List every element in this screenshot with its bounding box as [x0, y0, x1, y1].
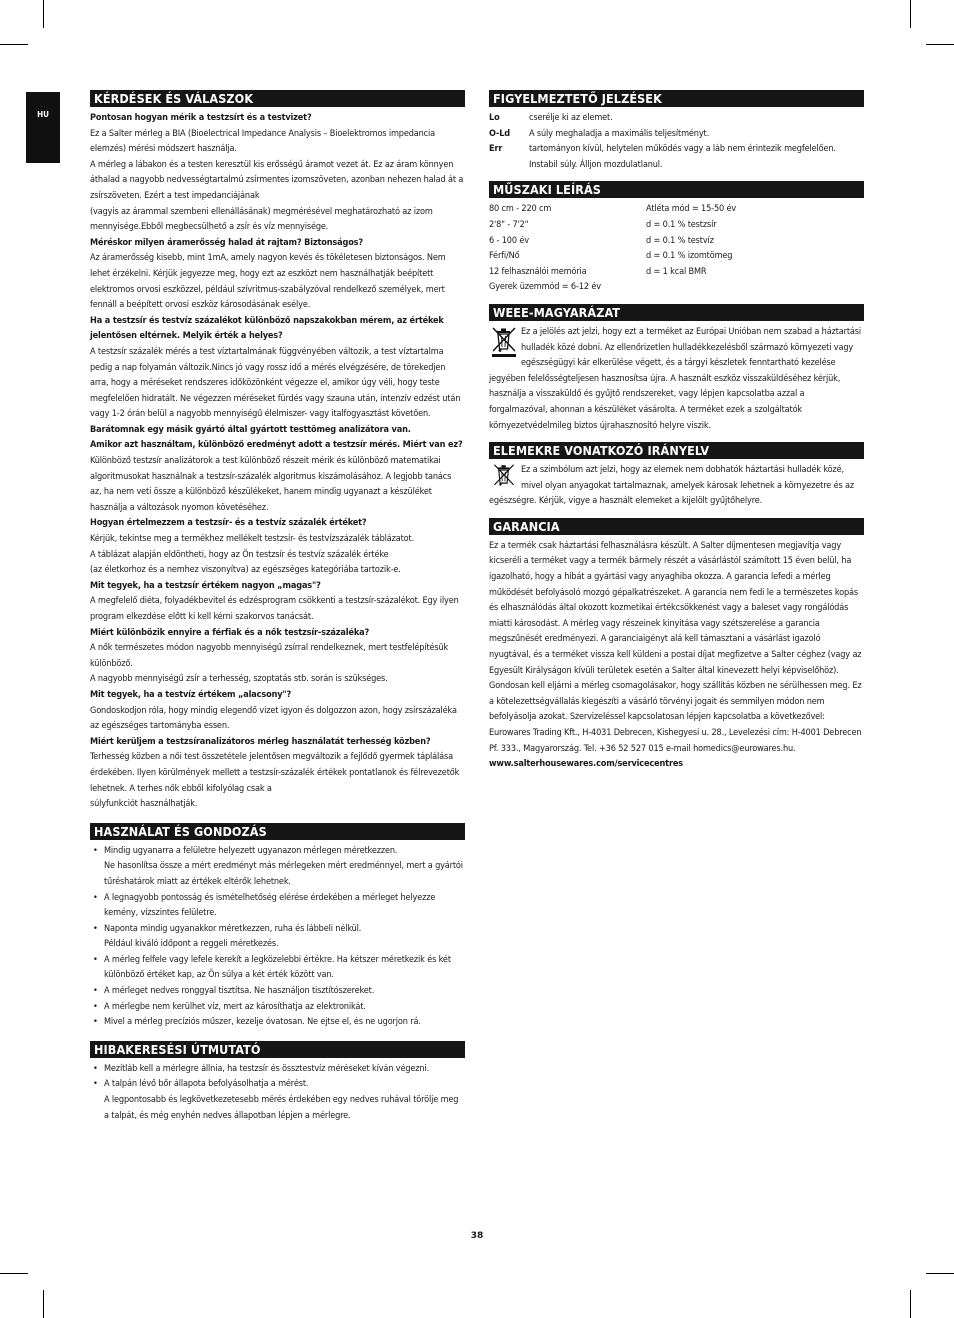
- guarantee-header: GARANCIA: [489, 518, 864, 535]
- left-column: [90, 90, 465, 1124]
- crop-mark: [0, 44, 28, 45]
- qa-list: [90, 111, 465, 813]
- answer-text: (az életkorhoz és a nemhez viszonyítva) az egészséges kategóriába tartozik-e.: [90, 565, 401, 576]
- spec-value: Gyerek üzemmód = 6-12 év: [489, 282, 601, 293]
- qa-header: KÉRDÉSEK ÉS VÁLASZOK: [90, 90, 465, 107]
- specs-col-2: [646, 202, 736, 296]
- question: Mit tegyek, ha a testvíz értékem „alacsony"?: [90, 689, 292, 700]
- answer-text: A nagyobb mennyiségű zsír a terhesség, szoptatás stb. során is szükséges.: [90, 674, 388, 685]
- warnings-header: FIGYELMEZTETŐ JELZÉSEK: [489, 90, 864, 107]
- spec-value: 80 cm - 220 cm: [489, 204, 552, 215]
- spec-value: d = 1 kcal BMR: [646, 266, 707, 277]
- answer-text: Kérjük, tekintse meg a termékhez mellékelt testzsír- és testvízszázalék táblázatot.: [90, 534, 415, 545]
- warning-description: [529, 127, 864, 143]
- question: Miért kerüljem a testzsíranalizátoros mérleg használatát terhesség közben?: [90, 736, 431, 747]
- warning-code: Lo: [489, 113, 500, 123]
- warning-row: [489, 127, 864, 143]
- answer-text: Terhesség közben a női test összetétele jelentősen megváltozik a fejlődő gyermek táplálása érdekében. Ilyen körülmények mellett a testzsír-százalék értékek pontatlanok és félrevezetők lehetnek. A terhes nők ebből kifolyólag csak a: [90, 752, 460, 794]
- service-centres-link[interactable]: www.salterhousewares.com/servicecentres: [489, 759, 683, 770]
- warning-text: A súly meghaladja a maximális teljesítményt.: [529, 128, 710, 139]
- question: Barátomnak egy másik gyártó által gyártott testtömeg analizátora van.: [90, 424, 411, 435]
- usage-header: HASZNÁLAT ÉS GONDOZÁS: [90, 823, 465, 840]
- question: Amikor azt használtam, különböző eredményt adott a testzsír mérés. Miért van ez?: [90, 440, 463, 451]
- answer-text: A táblázat alapján eldöntheti, hogy az Ön testzsír és testvíz százalék értéke: [90, 549, 389, 560]
- answer-text: Különböző testzsír analizátorok a test különböző részeit mérik és különböző matematikai algoritmusokat használnak a testzsír-százalék algoritmus kiszámolásához. A legjobb tanács az, ha nem veti össze a különböző készülékeket, hanem mindig ugyanazt a készüléket használja a változások nyomon követéséhez.: [90, 456, 452, 513]
- language-tab: [26, 92, 60, 163]
- warning-text: tartományon kívül, helytelen működés vagy a láb nem érintezik megfelelően.: [529, 144, 836, 155]
- list-item: [90, 984, 465, 1000]
- crop-mark: [43, 0, 44, 28]
- crop-mark: [43, 1290, 44, 1318]
- list-item: [90, 1000, 465, 1016]
- list-item: [90, 891, 465, 922]
- guarantee-text: Ez a termék csak háztartási felhasználásra készült. A Salter díjmentesen megjavítja vagy kicseréli a terméket vagy a termék bármely részét a vásárlástól számított 15 éven belül, ha igazolható, hogy a hibát a gyártási vagy anyaghiba okozza. A garancia lefedi a mérleg működését befolyásoló mozgó gépalkatrészeket. A garancia nem fedi le a természetes kopás és elhasználódás által okozott kozmetikai értékcsökkenést vagy a baleset vagy rongálódás miatti károsodást. A mérleg vagy részeinek kinyitása vagy szétszerelése a garancia megszűnését eredményezi. A garanciaigényt alá kell támasztani a vásárlást igazoló nyugtával, és a terméket vissza kell küldeni a postai díjat megfizetve a Salter céghez (vagy az Egyesült Királyságon kívüli területek esetén a Salter által kinevezett helyi képviselőhöz). Gondosan kell eljárni a mérleg csomagolásakor, hogy szállítás közben ne sérülhessen meg. Ez a kötelezettségvállalás kiegészíti a vásárló törvényi jogait és semmilyen módon nem befolyásolja azokat. Szervizeléssel kapcsolatosan lépjen kapcsolatba a következővel: Eurowares Trading Kft., H-4031 Debrecen, Kishegyesi u. 28., Levelezési cím: H-4001 Debrecen Pf. 333., Magyarország. Tel. +36 52 527 015 e-mail homedics@eurowares.hu.: [489, 540, 862, 754]
- crop-mark: [910, 0, 911, 28]
- question: Méréskor milyen áramerősség halad át rajtam? Biztonságos?: [90, 237, 363, 248]
- page-number: 38: [470, 1231, 484, 1241]
- question: Hogyan értelmezzem a testzsír- és a testvíz százalék értéket?: [90, 518, 367, 529]
- warning-description: [529, 142, 864, 173]
- answer-text: A megfelelő diéta, folyadékbevitel és edzésprogram csökkenti a testzsír-százalékot. Egy ilyen program elkezdése előtt ki kell kérni szakorvos tanácsát.: [90, 596, 459, 622]
- list-item-text: • Mindig ugyanarra a felületre helyezett ugyanazon mérlegen méretkezzen.: [104, 845, 398, 856]
- list-item: [90, 1015, 465, 1031]
- list-item-text: • Mezítláb kell a mérlegre állnia, ha testzsír és össztestvíz méréseket kíván végezni.: [104, 1063, 430, 1074]
- weee-text: Ez a jelölés azt jelzi, hogy ezt a terméket az Európai Unióban nem szabad a háztartási hulladék közé dobni. Az ellenőrizetlen hulladékkezelésből származó környezeti vagy egészségügyi kár elkerülése végett, és a tárgyi készletek fenntartható kezelése jegyében felelősségteljesen hasznosítsa újra. A használt eszköz visszaküldéséhez kérjük, használja a visszaküldő és gyűjtő rendszereket, vagy lépjen kapcsolatba azzal a forgalmazóval, ahonnan a készüléket vásárolta. A terméket ezek a szolgáltatók környezetvédelmileg biztos újrahasznosító helyre viszik.: [489, 326, 861, 431]
- spec-value: 12 felhasználói memória: [489, 266, 587, 277]
- answer-text: Gondoskodjon róla, hogy mindig elegendő vizet igyon és dolgozzon azon, hogy zsírszázaléka az egészséges tartományba essen.: [90, 705, 457, 732]
- answer-text: súlyfunkciót használhatják.: [90, 799, 198, 810]
- spec-value: [646, 280, 736, 296]
- warning-code: O-Ld: [489, 128, 510, 139]
- warning-row: [489, 111, 864, 127]
- crop-mark: [0, 1273, 28, 1274]
- list-item-text: Például kiváló időpont a reggeli méretkezés.: [104, 939, 279, 950]
- crop-mark: [910, 1290, 911, 1318]
- spec-value: Férfi/Nő: [489, 251, 520, 262]
- list-item: [90, 922, 465, 953]
- question: Mit tegyek, ha a testzsír értékem nagyon „magas"?: [90, 580, 321, 591]
- crop-mark: [926, 1273, 954, 1274]
- specs-table: [489, 202, 864, 296]
- answer-text: Az áramerősség kisebb, mint 1mA, amely nagyon kevés és tökéletesen biztonságos. Nem lehet érzékelni. Kérjük jegyezze meg, hogy ezt az eszközt nem használhatják beépített elektromos orvosi eszközzel, például szívritmus-szabályzóval rendelkező személyek, mert fennáll a beépített orvosi eszköz károsodásának esélye.: [90, 253, 446, 311]
- spec-value: 6 - 100 év: [489, 235, 529, 246]
- spec-value: d = 0.1 % testzsír: [646, 219, 717, 230]
- answer-text: Ez a Salter mérleg a BIA (Bioelectrical Impedance Analysis – Bioelektromos impedancia elemzés) mérési módszert használja.: [90, 128, 436, 155]
- spec-value: Atléta mód = 15-50 év: [646, 204, 737, 215]
- answer-text: A mérleg a lábakon és a testen keresztül kis erősségű áramot vezet át. Ez az áram könnyen áthalad a nagyobb nedvességtartalmú zsírmentes izomszöveten, azonban nehezen halad át a zsírszöveten. Ezért a test impedanciájának: [90, 159, 464, 201]
- answer-text: A testzsír százalék mérés a test víztartalmának függvényében változik, a test víztartalma pedig a nap folyamán változik.Nincs jó vagy rossz idő a mérés elvégzésére, de törekedjen arra, hogy a méréseket rendszeres időközönként végezze el, amikor úgy véli, hogy teste megfelelően hidratált. Ne végezzen méréseket fürdés vagy szauna után, intenzív edzést után vagy 1-2 órán belül a nagyobb mennyiségű élelmiszer- vagy italfogyasztást követően.: [90, 346, 461, 420]
- weee-header: WEEE-MAGYARÁZAT: [489, 304, 864, 321]
- list-item: [90, 1062, 465, 1078]
- usage-list: [90, 844, 465, 1031]
- right-column: [489, 90, 864, 773]
- crossed-bin-icon: [491, 463, 517, 491]
- list-item-text: • A talpán lévő bőr állapota befolyásolhatja a mérést.: [104, 1079, 309, 1090]
- battery-text: Ez a szimbólum azt jelzi, hogy az elemek nem dobhatók háztartási hulladék közé, mivel olyan anyagokat tartalmaznak, amelyek károsak lehetnek a környezetre és az egészségre. Kérjük, vigye a használt elemeket a kijelölt gyűjtőhelyre.: [489, 465, 855, 507]
- battery-header: ELEMEKRE VONATKOZÓ IRÁNYELV: [489, 442, 864, 459]
- crop-mark: [926, 44, 954, 45]
- specs-col-1: [489, 202, 646, 296]
- answer-text: (vagyis az árammal szembeni ellenállásának) megmérésével meghatározható az izom mennyisége.Ebből megbecsülhető a zsír és víz mennyisége.: [90, 206, 433, 233]
- warning-text: Instabil súly. Álljon mozdulatlanul.: [529, 159, 663, 170]
- warning-code: Err: [489, 144, 503, 155]
- answer-text: A nők természetes módon nagyobb mennyiségű zsírral rendelkeznek, mert testfelépítésük különböző.: [90, 643, 449, 669]
- list-item-text: • A mérleg felfele vagy lefele kerekít a legközelebbi értékre. Ha kétszer méretkezik és két különböző értéket kap, az Ön súlya a két érték között van.: [104, 954, 451, 981]
- language-code: HU: [37, 110, 49, 119]
- list-item: [90, 844, 465, 891]
- list-item: [90, 1077, 465, 1124]
- specs-header: MŰSZAKI LEÍRÁS: [489, 181, 864, 198]
- spec-value: d = 0.1 % testvíz: [646, 235, 714, 246]
- troubleshooting-header: HIBAKERESÉSI ÚTMUTATÓ: [90, 1041, 465, 1058]
- weee-block: [489, 325, 864, 434]
- spec-value: d = 0.1 % izomtömeg: [646, 251, 733, 262]
- spec-value: 2'8" - 7'2": [489, 219, 529, 230]
- list-item-text: • Naponta mindig ugyanakkor méretkezzen, ruha és lábbeli nélkül.: [104, 923, 362, 934]
- warnings-list: [489, 111, 864, 173]
- crossed-bin-icon: [491, 325, 517, 357]
- troubleshooting-list: [90, 1062, 465, 1124]
- question: Miért különbözik ennyire a férfiak és a nők testzsír-százaléka?: [90, 627, 370, 638]
- list-item-text: • Mivel a mérleg precíziós műszer, kezelje óvatosan. Ne ejtse el, és ne ugorjon rá.: [104, 1017, 421, 1028]
- warning-row: [489, 142, 864, 173]
- list-item: [90, 953, 465, 984]
- question: Ha a testzsír és testvíz százalékot különböző napszakokban mérem, az értékek jelentősen eltérnek. Melyik érték a helyes?: [90, 315, 444, 342]
- list-item-text: • A mérlegbe nem kerülhet víz, mert az károsíthatja az elektronikát.: [104, 1001, 366, 1012]
- list-item-text: A legpontosabb és legkövetkezetesebb mérés érdekében egy nedves ruhával törölje meg a talpát, és még enyhén nedves állapotban lépjen a mérlegre.: [104, 1095, 459, 1121]
- warning-description: [529, 111, 864, 127]
- list-item-text: Ne hasonlítsa össze a mért eredményt más mérlegeken mért eredménnyel, mert a gyártói tűréshatárok miatt az értékek eltérők lehetnek.: [104, 861, 463, 887]
- list-item-text: • A mérleget nedves ronggyal tisztítsa. Ne használjon tisztítószereket.: [104, 986, 375, 997]
- list-item-text: • A legnagyobb pontosság és ismételhetőség elérése érdekében a mérleget helyezze kemény, vízszintes felületre.: [104, 892, 436, 919]
- battery-block: [489, 463, 864, 510]
- question: Pontosan hogyan mérik a testzsírt és a testvizet?: [90, 113, 312, 123]
- warning-text: cserélje ki az elemet.: [529, 113, 613, 123]
